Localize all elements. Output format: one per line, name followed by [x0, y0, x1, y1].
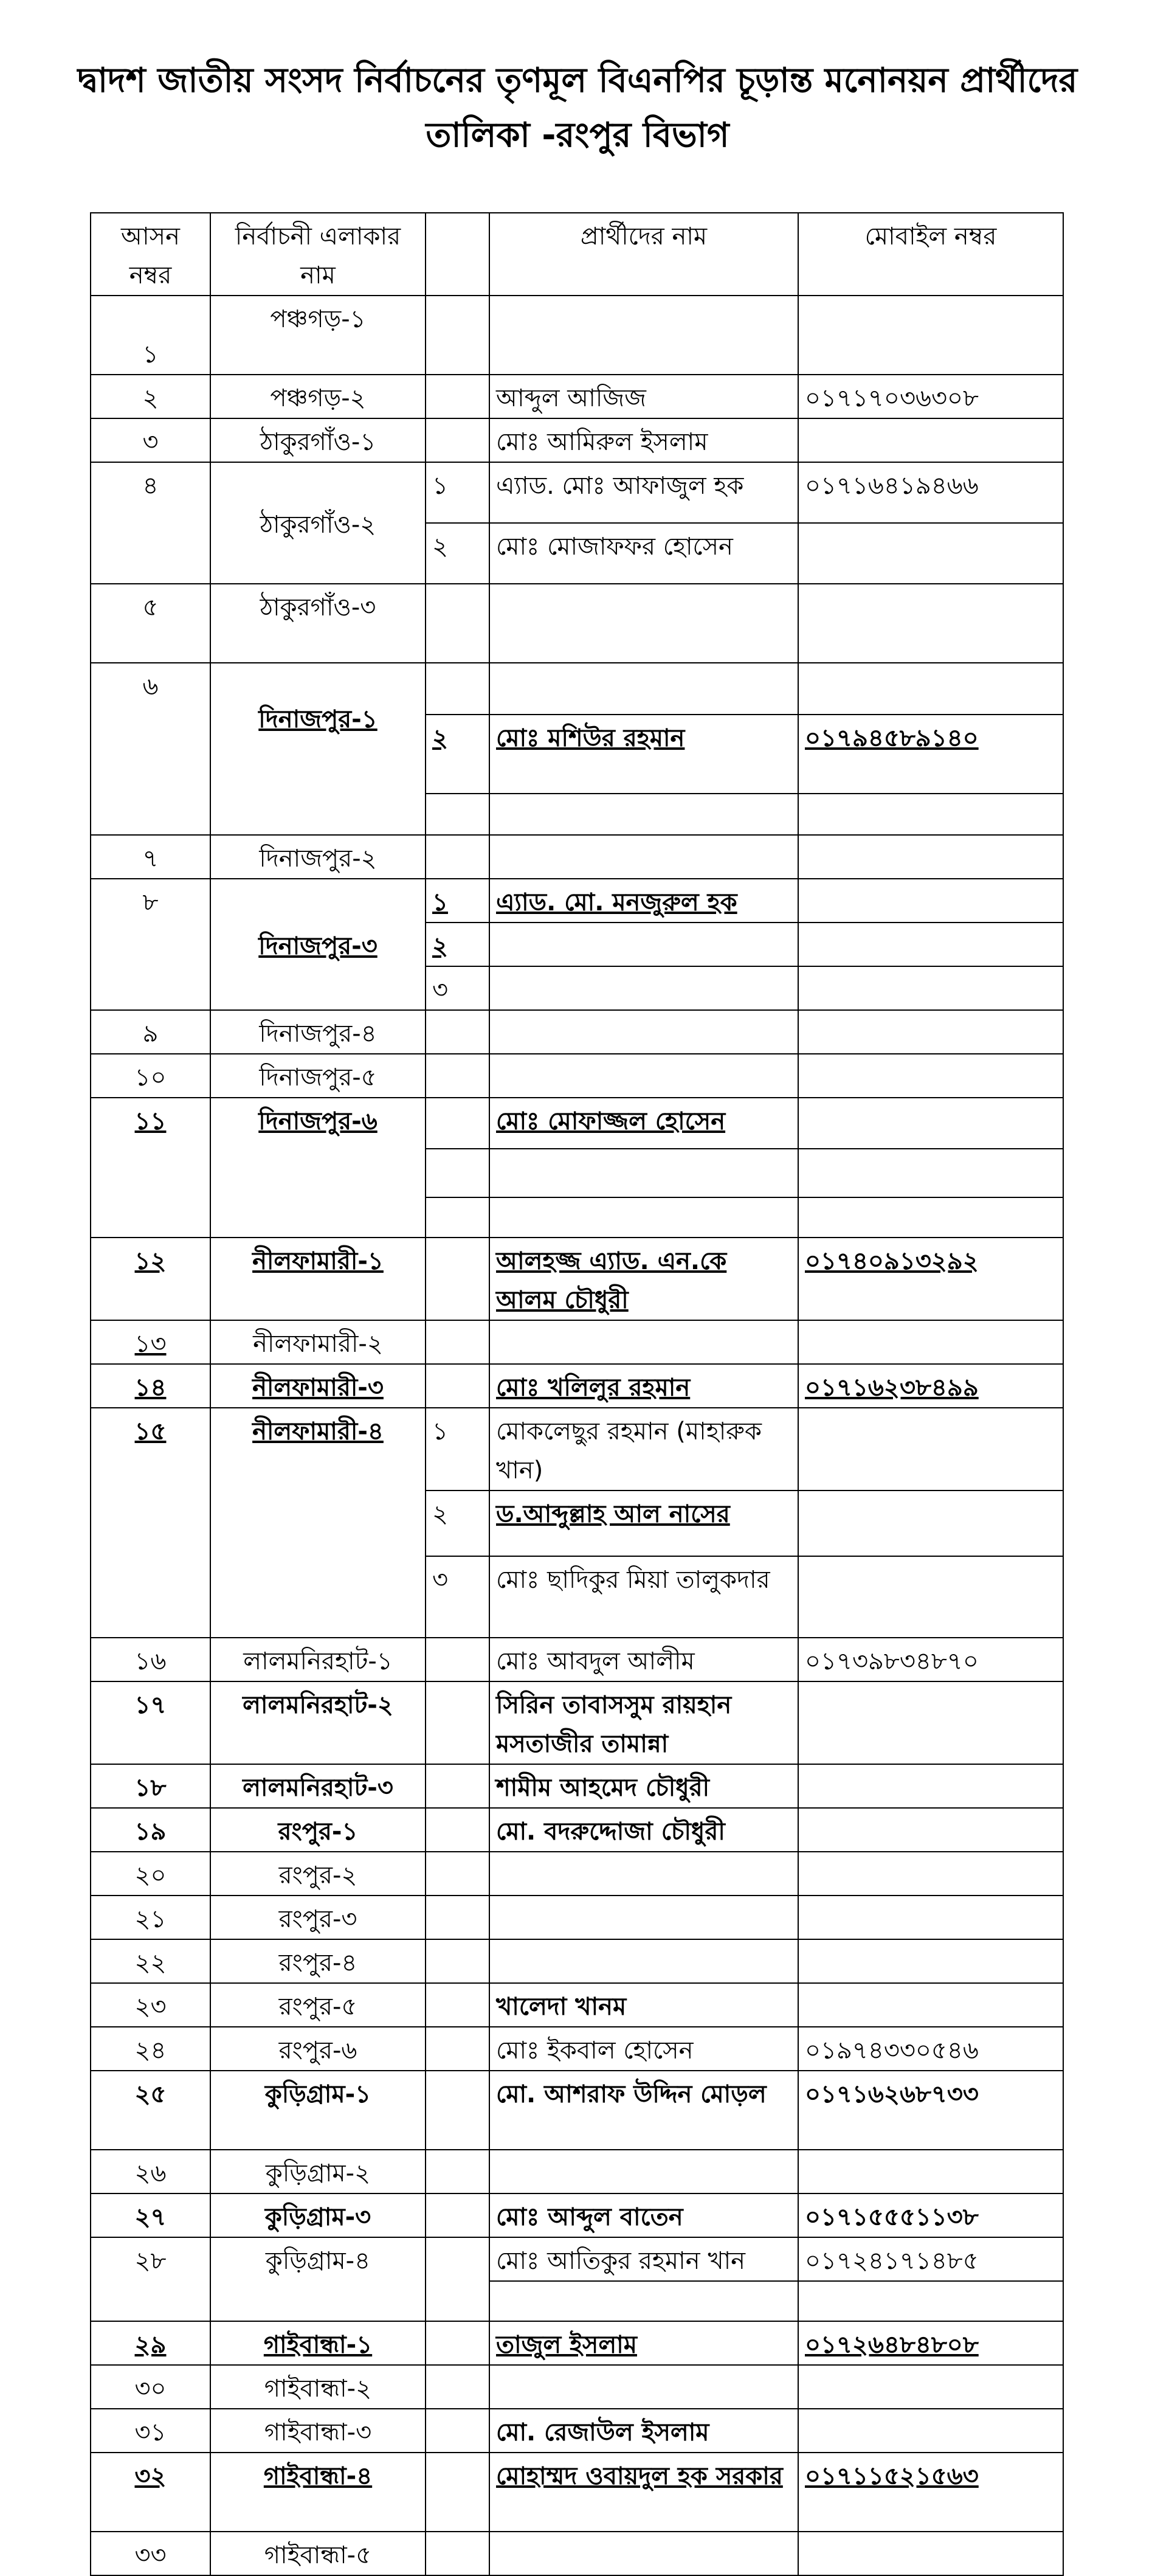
candidate-name — [489, 1939, 798, 1983]
sub-number — [426, 2321, 489, 2365]
mobile-number: ০১৭১৬২৩৮৪৯৯ — [798, 1364, 1063, 1408]
constituency-name: কুড়িগ্রাম-৩ — [210, 2193, 426, 2237]
candidate-name: মো. রেজাউল ইসলাম — [489, 2409, 798, 2453]
seat-number: ২৪ — [91, 2027, 210, 2071]
candidate-name: তাজুল ইসলাম — [489, 2321, 798, 2365]
sub-number — [426, 794, 489, 835]
seat-number: ৫ — [91, 584, 210, 663]
table-row — [91, 1098, 1063, 1149]
table-row — [91, 1939, 1063, 1983]
sub-number — [426, 2453, 489, 2532]
candidate-name: সিরিন তাবাসসুম রায়হান মসতাজীর তামান্না — [489, 1681, 798, 1764]
mobile-number — [798, 2281, 1063, 2321]
sub-number — [426, 1681, 489, 1764]
seat-number: ৬ — [91, 663, 210, 835]
mobile-number — [798, 1896, 1063, 1939]
mobile-number: ০১৭১৬২৬৮৭৩৩ — [798, 2071, 1063, 2150]
table-row — [91, 1808, 1063, 1852]
header-candidate-name: প্রার্থীদের নাম — [489, 213, 798, 296]
mobile-number — [798, 1098, 1063, 1149]
mobile-number: ০১৭১৫৫৫১১৩৮ — [798, 2193, 1063, 2237]
sub-number — [426, 2027, 489, 2071]
mobile-number — [798, 1764, 1063, 1808]
candidate-name: আলহজ্জ এ্যাড. এন.কে আলম চৌধুরী — [489, 1238, 798, 1320]
candidate-name: এ্যাড. মোঃ আফাজুল হক — [489, 462, 798, 523]
mobile-number — [798, 2532, 1063, 2575]
table-row — [91, 1638, 1063, 1681]
candidate-name — [489, 296, 798, 375]
seat-number: ৮ — [91, 879, 210, 1010]
table-row — [91, 2237, 1063, 2281]
seat-number: ১১ — [91, 1098, 210, 1238]
sub-number: ২ — [426, 923, 489, 966]
sub-number — [426, 663, 489, 715]
table-row — [91, 2409, 1063, 2453]
table-row — [91, 835, 1063, 879]
sub-number: ১ — [426, 879, 489, 923]
constituency-name: রংপুর-৪ — [210, 1939, 426, 1983]
sub-number: ২ — [426, 1491, 489, 1556]
candidate-name: মোঃ আতিকুর রহমান খান — [489, 2237, 798, 2281]
candidate-name — [489, 1320, 798, 1364]
sub-number — [426, 1320, 489, 1364]
sub-number: ৩ — [426, 1556, 489, 1638]
candidate-name: মোঃ আব্দুল বাতেন — [489, 2193, 798, 2237]
table-row — [91, 1238, 1063, 1320]
candidate-name: মোকলেছুর রহমান (মাহারুক খান) — [489, 1408, 798, 1491]
constituency-name: ঠাকুরগাঁও-১ — [210, 418, 426, 462]
sub-number — [426, 1149, 489, 1197]
mobile-number: ০১৭১৬৪১৯৪৬৬ — [798, 462, 1063, 523]
constituency-name: রংপুর-২ — [210, 1852, 426, 1896]
mobile-number — [798, 923, 1063, 966]
seat-number: ৩ — [91, 418, 210, 462]
constituency-name: গাইবান্ধা-৩ — [210, 2409, 426, 2453]
constituency-name: গাইবান্ধা-৫ — [210, 2532, 426, 2575]
seat-number: ১২ — [91, 1238, 210, 1320]
seat-number: ১০ — [91, 1054, 210, 1098]
mobile-number — [798, 523, 1063, 584]
mobile-number: ০১৭১৭০৩৬৩০৮ — [798, 375, 1063, 418]
constituency-name: নীলফামারী-২ — [210, 1320, 426, 1364]
seat-number: ১৭ — [91, 1681, 210, 1764]
mobile-number — [798, 1149, 1063, 1197]
candidate-name — [489, 1852, 798, 1896]
constituency-name: রংপুর-৫ — [210, 1983, 426, 2027]
header-mobile-number: মোবাইল নম্বর — [798, 213, 1063, 296]
sub-number — [426, 1896, 489, 1939]
candidate-name — [489, 1054, 798, 1098]
constituency-name: ঠাকুরগাঁও-২ — [210, 462, 426, 584]
candidate-name: আব্দুল আজিজ — [489, 375, 798, 418]
mobile-number — [798, 835, 1063, 879]
sub-number — [426, 2071, 489, 2150]
title-line-1: দ্বাদশ জাতীয় সংসদ নির্বাচনের তৃণমূল বিএনপির চূড়ান্ত মনোনয়ন প্রার্থীদের — [77, 61, 1078, 100]
constituency-name: দিনাজপুর-৩ — [210, 879, 426, 1010]
seat-number: ১৮ — [91, 1764, 210, 1808]
table-row — [91, 1054, 1063, 1098]
sub-number — [426, 1054, 489, 1098]
candidate-name: মোঃ মোফাজ্জল হোসেন — [489, 1098, 798, 1149]
seat-number: ১ — [91, 296, 210, 375]
sub-number — [426, 2409, 489, 2453]
candidate-name — [489, 794, 798, 835]
candidate-name — [489, 1149, 798, 1197]
seat-number: ৪ — [91, 462, 210, 584]
constituency-name: লালমনিরহাট-২ — [210, 1681, 426, 1764]
sub-number — [426, 375, 489, 418]
constituency-name: রংপুর-১ — [210, 1808, 426, 1852]
table-row — [91, 1320, 1063, 1364]
candidate-name: মো. বদরুদ্দোজা চৌধুরী — [489, 1808, 798, 1852]
candidate-name: ড.আব্দুল্লাহ আল নাসের — [489, 1491, 798, 1556]
candidate-name: মো. আশরাফ উদ্দিন মোড়ল — [489, 2071, 798, 2150]
constituency-name: পঞ্চগড়-১ — [210, 296, 426, 375]
mobile-number — [798, 1491, 1063, 1556]
table-row — [91, 1852, 1063, 1896]
candidate-name — [489, 923, 798, 966]
sub-number — [426, 584, 489, 663]
mobile-number — [798, 966, 1063, 1010]
table-row — [91, 2071, 1063, 2150]
page-title — [0, 54, 1155, 163]
mobile-number — [798, 296, 1063, 375]
mobile-number — [798, 584, 1063, 663]
candidate-name — [489, 2150, 798, 2193]
seat-number: ১৫ — [91, 1408, 210, 1638]
table-row — [91, 1896, 1063, 1939]
candidate-name — [489, 1197, 798, 1238]
table-row — [91, 1983, 1063, 2027]
table-row — [91, 2027, 1063, 2071]
sub-number — [426, 1197, 489, 1238]
seat-number: ১৪ — [91, 1364, 210, 1408]
constituency-name: পঞ্চগড়-২ — [210, 375, 426, 418]
constituency-name: কুড়িগ্রাম-৪ — [210, 2237, 426, 2321]
mobile-number: ০১৭৯৪৫৮৯১৪০ — [798, 715, 1063, 794]
header-sub-number — [426, 213, 489, 296]
seat-number: ৭ — [91, 835, 210, 879]
sub-number — [426, 1983, 489, 2027]
sub-number — [426, 2532, 489, 2575]
candidate-name: মোঃ ইকবাল হোসেন — [489, 2027, 798, 2071]
mobile-number — [798, 1681, 1063, 1764]
constituency-name: দিনাজপুর-৪ — [210, 1010, 426, 1054]
mobile-number — [798, 794, 1063, 835]
seat-number: ২৯ — [91, 2321, 210, 2365]
candidate-name: মোঃ ছাদিকুর মিয়া তালুকদার — [489, 1556, 798, 1638]
title-line-2: তালিকা -রংপুর বিভাগ — [426, 116, 729, 155]
sub-number — [426, 2193, 489, 2237]
mobile-number — [798, 2150, 1063, 2193]
seat-number: ২৭ — [91, 2193, 210, 2237]
table-row — [91, 663, 1063, 715]
constituency-name: দিনাজপুর-৬ — [210, 1098, 426, 1238]
sub-number — [426, 835, 489, 879]
table-row — [91, 296, 1063, 375]
candidate-name — [489, 966, 798, 1010]
candidate-name: এ্যাড. মো. মনজুরুল হক — [489, 879, 798, 923]
mobile-number: ০১৭২৬৪৮৪৮০৮ — [798, 2321, 1063, 2365]
constituency-name: লালমনিরহাট-১ — [210, 1638, 426, 1681]
sub-number — [426, 1010, 489, 1054]
candidate-name — [489, 2365, 798, 2409]
candidate-name — [489, 663, 798, 715]
table-row — [91, 462, 1063, 523]
table-header-row — [91, 213, 1063, 296]
table-row — [91, 2532, 1063, 2575]
seat-number: ১৯ — [91, 1808, 210, 1852]
table-row — [91, 2321, 1063, 2365]
candidate-name — [489, 1896, 798, 1939]
table-row — [91, 879, 1063, 923]
sub-number — [426, 1939, 489, 1983]
seat-number: ২৩ — [91, 1983, 210, 2027]
sub-number — [426, 1638, 489, 1681]
candidate-name — [489, 2532, 798, 2575]
seat-number: ২৫ — [91, 2071, 210, 2150]
candidate-name: মোঃ খলিলুর রহমান — [489, 1364, 798, 1408]
sub-number: ২ — [426, 715, 489, 794]
sub-number — [426, 2237, 489, 2321]
seat-number: ৩০ — [91, 2365, 210, 2409]
candidate-name — [489, 1010, 798, 1054]
sub-number — [426, 296, 489, 375]
mobile-number — [798, 1852, 1063, 1896]
constituency-name: দিনাজপুর-১ — [210, 663, 426, 835]
header-seat-number: আসন নম্বর — [91, 213, 210, 296]
mobile-number — [798, 1983, 1063, 2027]
mobile-number: ০১৭২৪১৭১৪৮৫ — [798, 2237, 1063, 2281]
candidate-table — [90, 212, 1064, 2576]
mobile-number: ০১৯৭৪৩৩০৫৪৬ — [798, 2027, 1063, 2071]
sub-number: ১ — [426, 1408, 489, 1491]
constituency-name: কুড়িগ্রাম-১ — [210, 2071, 426, 2150]
seat-number: ২৬ — [91, 2150, 210, 2193]
table-row — [91, 418, 1063, 462]
seat-number: ২২ — [91, 1939, 210, 1983]
mobile-number — [798, 418, 1063, 462]
sub-number — [426, 1808, 489, 1852]
table-row — [91, 1010, 1063, 1054]
constituency-name: নীলফামারী-১ — [210, 1238, 426, 1320]
constituency-name: ঠাকুরগাঁও-৩ — [210, 584, 426, 663]
header-constituency: নির্বাচনী এলাকার নাম — [210, 213, 426, 296]
constituency-name: দিনাজপুর-২ — [210, 835, 426, 879]
candidate-name: মোঃ আমিরুল ইসলাম — [489, 418, 798, 462]
sub-number — [426, 2150, 489, 2193]
mobile-number — [798, 1320, 1063, 1364]
candidate-name: মোঃ আবদুল আলীম — [489, 1638, 798, 1681]
constituency-name: নীলফামারী-৩ — [210, 1364, 426, 1408]
table-row — [91, 2193, 1063, 2237]
sub-number: ৩ — [426, 966, 489, 1010]
mobile-number — [798, 1054, 1063, 1098]
table-row — [91, 2150, 1063, 2193]
seat-number: ১৩ — [91, 1320, 210, 1364]
candidate-name: মোহাম্মদ ওবায়দুল হক সরকার — [489, 2453, 798, 2532]
mobile-number — [798, 1010, 1063, 1054]
sub-number — [426, 1764, 489, 1808]
candidate-name: শামীম আহমেদ চৌধুরী — [489, 1764, 798, 1808]
candidate-name: মোঃ মোজাফফর হোসেন — [489, 523, 798, 584]
constituency-name: গাইবান্ধা-৪ — [210, 2453, 426, 2532]
seat-number: ৩৩ — [91, 2532, 210, 2575]
seat-number: ২১ — [91, 1896, 210, 1939]
mobile-number — [798, 1197, 1063, 1238]
sub-number — [426, 1852, 489, 1896]
table-row — [91, 375, 1063, 418]
table-row — [91, 1408, 1063, 1491]
seat-number: ১৬ — [91, 1638, 210, 1681]
mobile-number: ০১৭৩৯৮৩৪৮৭০ — [798, 1638, 1063, 1681]
table-row — [91, 1764, 1063, 1808]
mobile-number — [798, 1408, 1063, 1491]
seat-number: ৯ — [91, 1010, 210, 1054]
constituency-name: নীলফামারী-৪ — [210, 1408, 426, 1638]
mobile-number — [798, 1939, 1063, 1983]
candidate-name — [489, 584, 798, 663]
constituency-name: গাইবান্ধা-১ — [210, 2321, 426, 2365]
sub-number — [426, 1364, 489, 1408]
table-row — [91, 2365, 1063, 2409]
constituency-name: রংপুর-৩ — [210, 1896, 426, 1939]
sub-number: ১ — [426, 462, 489, 523]
candidate-name — [489, 2281, 798, 2321]
mobile-number — [798, 1556, 1063, 1638]
constituency-name: গাইবান্ধা-২ — [210, 2365, 426, 2409]
candidate-name — [489, 835, 798, 879]
table-row — [91, 584, 1063, 663]
mobile-number — [798, 2365, 1063, 2409]
constituency-name: লালমনিরহাট-৩ — [210, 1764, 426, 1808]
seat-number: ২ — [91, 375, 210, 418]
sub-number: ২ — [426, 523, 489, 584]
mobile-number: ০১৭১১৫২১৫৬৩ — [798, 2453, 1063, 2532]
candidate-name: খালেদা খানম — [489, 1983, 798, 2027]
table-row — [91, 1681, 1063, 1764]
sub-number — [426, 1098, 489, 1149]
seat-number: ৩১ — [91, 2409, 210, 2453]
sub-number — [426, 2365, 489, 2409]
constituency-name: কুড়িগ্রাম-২ — [210, 2150, 426, 2193]
candidate-name: মোঃ মশিউর রহমান — [489, 715, 798, 794]
constituency-name: দিনাজপুর-৫ — [210, 1054, 426, 1098]
mobile-number — [798, 1808, 1063, 1852]
sub-number — [426, 418, 489, 462]
seat-number: ২০ — [91, 1852, 210, 1896]
table-row — [91, 1364, 1063, 1408]
mobile-number — [798, 879, 1063, 923]
table-row — [91, 2453, 1063, 2532]
constituency-name: রংপুর-৬ — [210, 2027, 426, 2071]
seat-number: ২৮ — [91, 2237, 210, 2321]
mobile-number: ০১৭৪০৯১৩২৯২ — [798, 1238, 1063, 1320]
seat-number: ৩২ — [91, 2453, 210, 2532]
mobile-number — [798, 663, 1063, 715]
sub-number — [426, 1238, 489, 1320]
mobile-number — [798, 2409, 1063, 2453]
